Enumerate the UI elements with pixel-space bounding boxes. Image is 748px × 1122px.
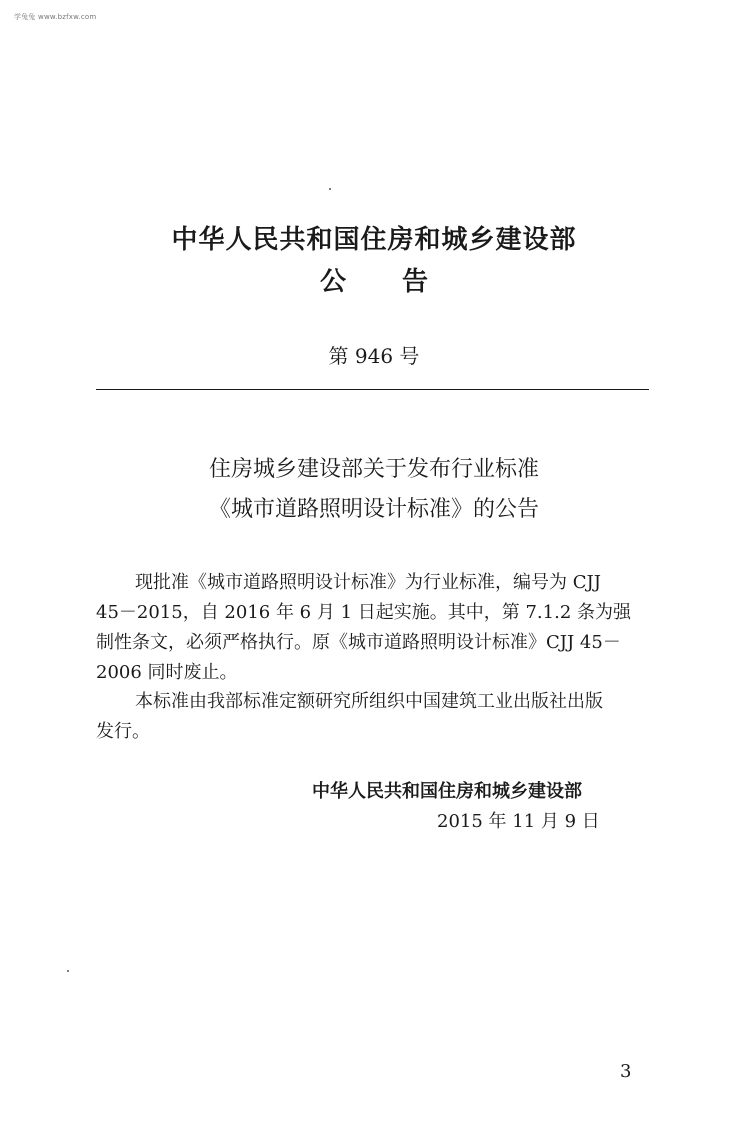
signature-issuer: 中华人民共和国住房和城乡建设部 <box>312 781 582 802</box>
watermark: 学兔兔 www.bzfxw.com <box>14 13 97 21</box>
body-paragraph-2-line: 本标准由我部标准定额研究所组织中国建筑工业出版社出版 <box>135 691 603 712</box>
body-paragraph-1-line: 45－2015，自 2016 年 6 月 1 日起实施。其中，第 7.1.2 条为强 <box>96 602 631 623</box>
body-paragraph-2-line: 发行。 <box>96 721 150 742</box>
signature-date: 2015 年 11 月 9 日 <box>437 811 600 832</box>
header-divider <box>96 389 649 390</box>
issuer-title: 中华人民共和国住房和城乡建设部 <box>171 225 577 255</box>
document-type-title: 公告 <box>319 267 484 297</box>
notice-title-line-2: 《城市道路照明设计标准》的公告 <box>208 497 539 522</box>
notice-title-line-1: 住房城乡建设部关于发布行业标准 <box>208 457 539 482</box>
body-paragraph-1-line: 制性条文，必须严格执行。原《城市道路照明设计标准》CJJ 45－ <box>96 632 621 653</box>
page-number: 3 <box>620 1061 632 1082</box>
scan-speck <box>67 970 69 972</box>
body-paragraph-1-line: 现批准《城市道路照明设计标准》为行业标准，编号为 CJJ <box>135 572 601 593</box>
body-paragraph-1-line: 2006 同时废止。 <box>96 662 238 683</box>
scan-speck <box>329 188 331 190</box>
document-number: 第 946 号 <box>328 344 420 368</box>
